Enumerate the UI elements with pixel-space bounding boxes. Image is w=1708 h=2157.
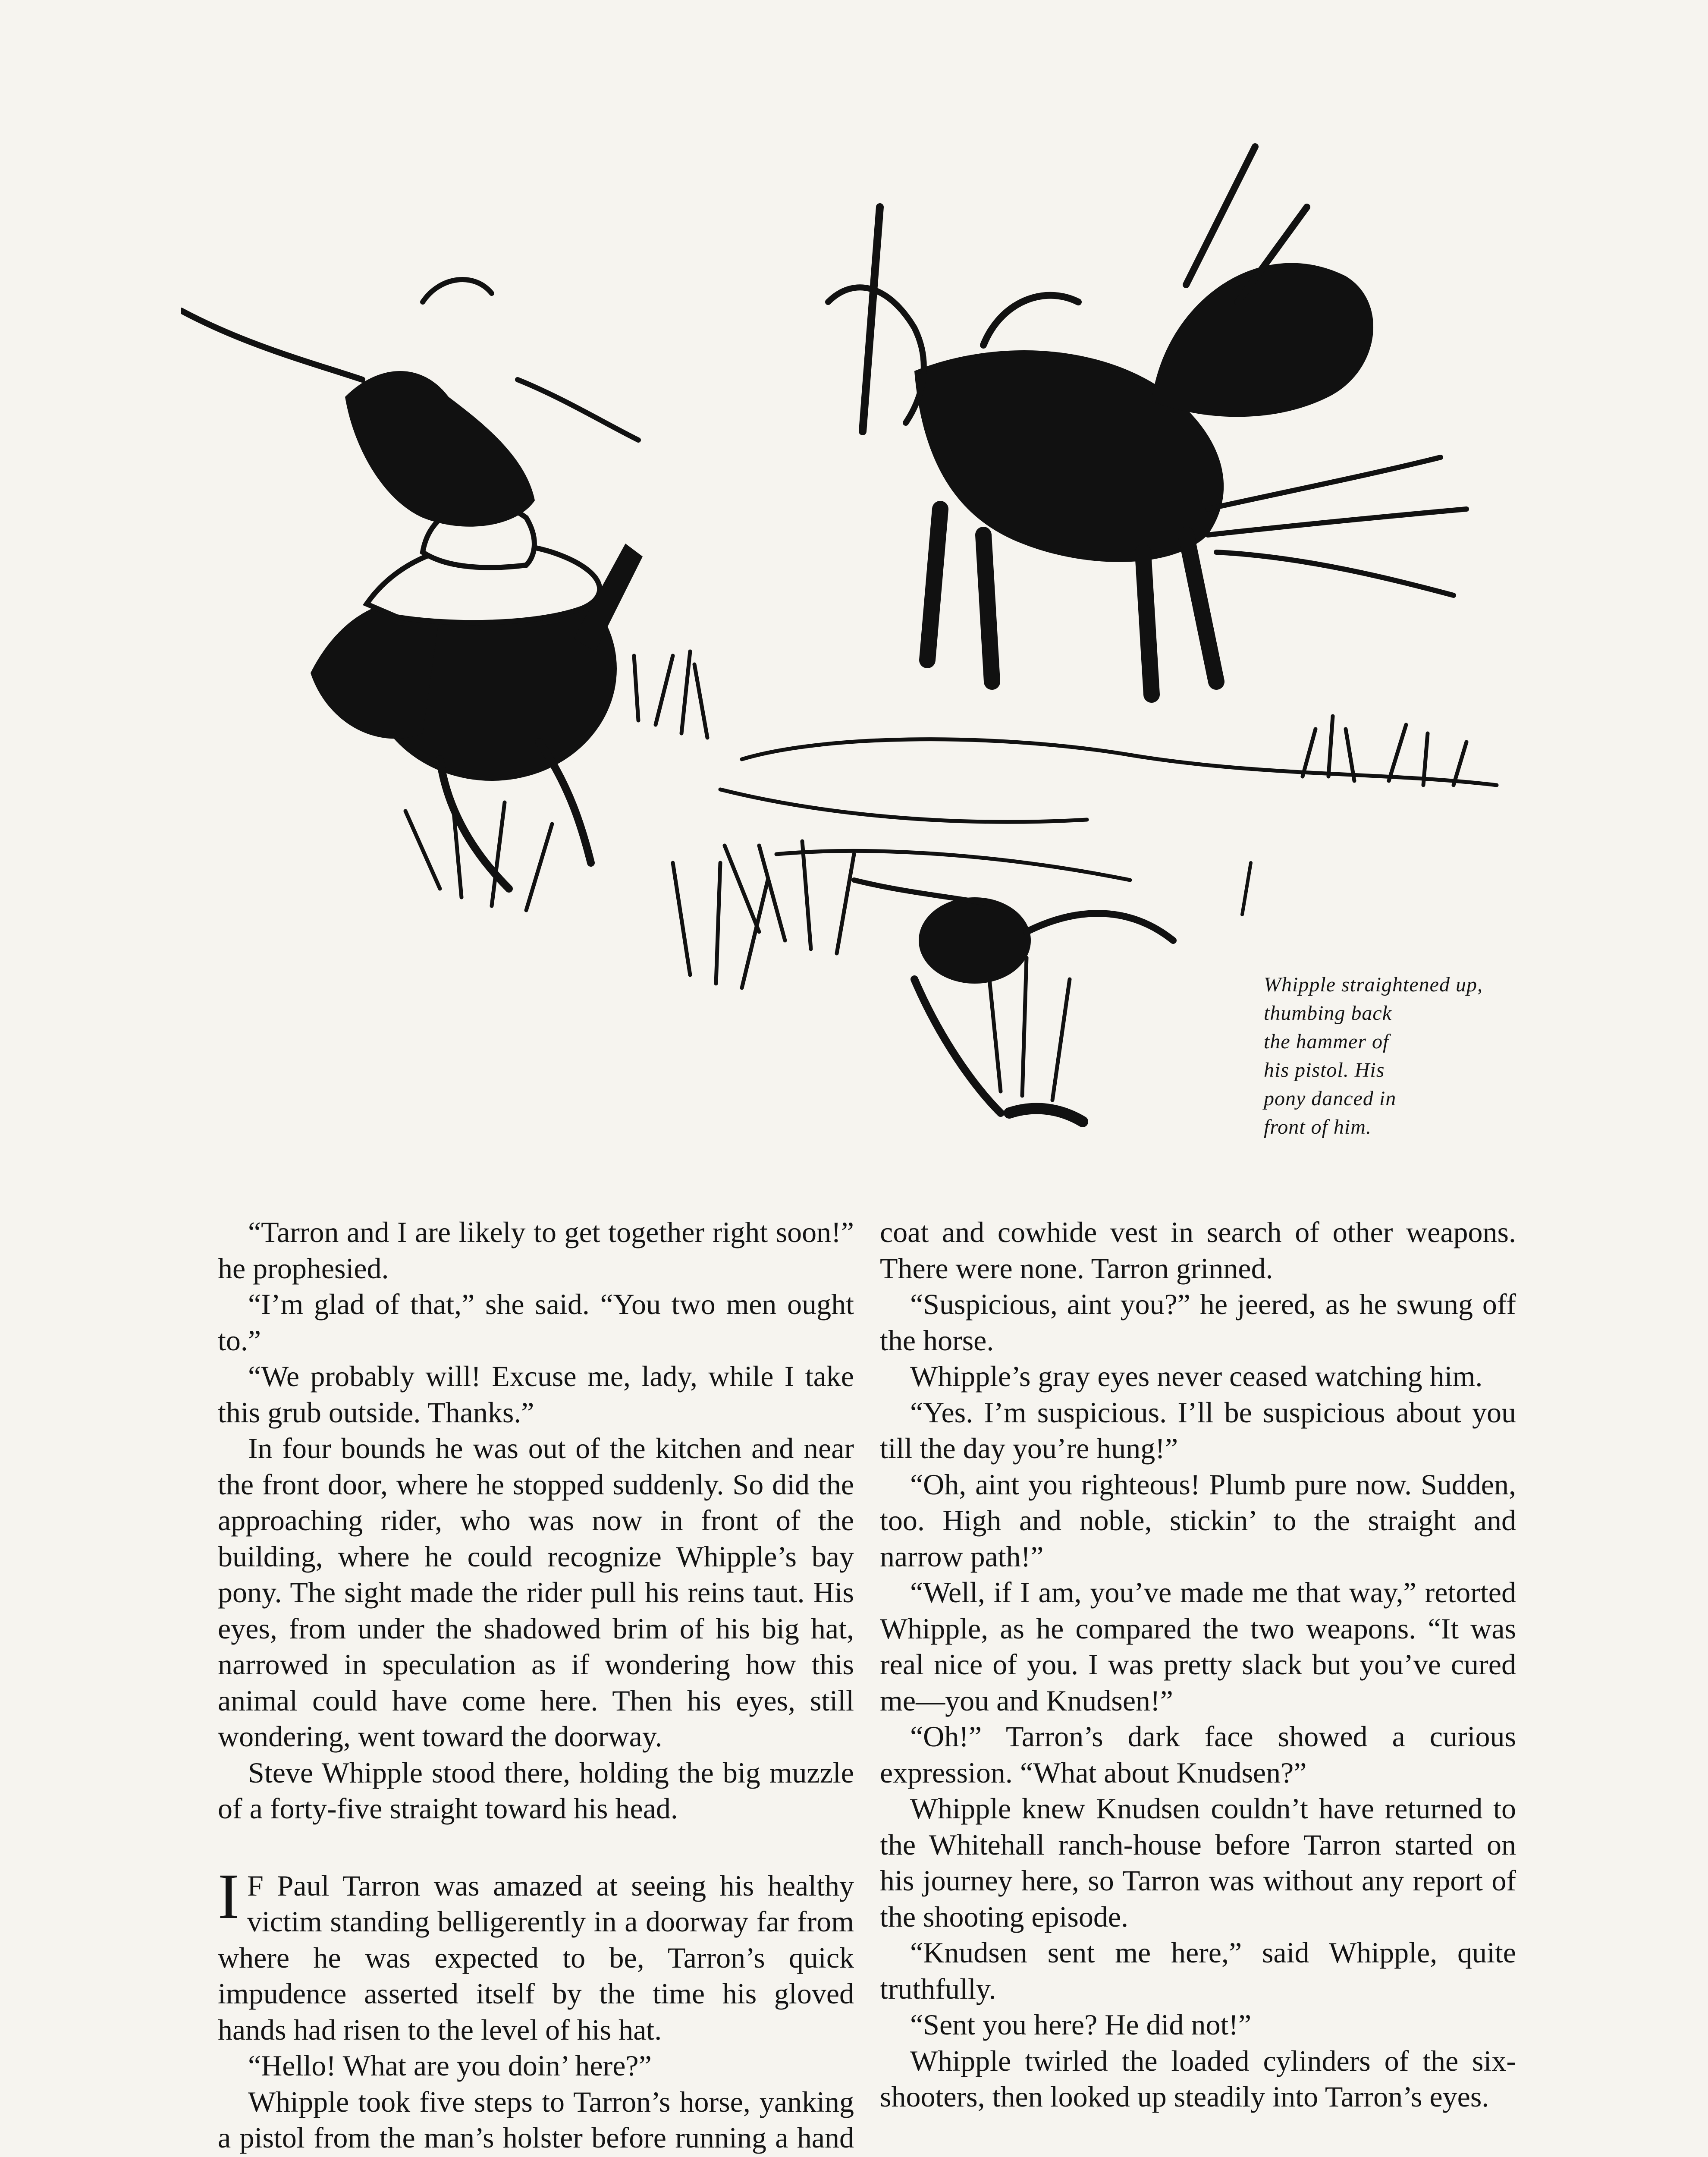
paragraph: “Tarron and I are likely to get together right soon!” he prophesied.: [218, 1216, 854, 1285]
paragraph: “Oh!” Tarron’s dark face showed a curious expression. “What about Knudsen?”: [880, 1720, 1516, 1789]
paragraph: “We probably will! Excuse me, lady, while I take this grub outside. Thanks.”: [218, 1360, 854, 1429]
paragraph-text: F Paul Tarron was amazed at seeing his healthy victim standing belligerently in a doorway far from where he was expected to be, Tarron’s quick impudence asserted itself by the time his gloved hands had risen to the level of his hat.: [218, 1869, 854, 2046]
paragraph: “Hello! What are you doin’ here?”: [248, 2049, 652, 2082]
paragraph: “Knudsen sent me here,” said Whipple, quite truthfully.: [880, 1936, 1516, 2005]
paragraph: coat and cowhide vest in search of other weapons. There were none. Tarron grinned.: [880, 1216, 1516, 1285]
paragraph: “Sent you here? He did not!”: [910, 2008, 1252, 2041]
background-rider-figure: [181, 280, 638, 527]
text-column-left: [218, 1214, 854, 2157]
caption-divider-mark: [1242, 863, 1251, 915]
section-opening-paragraph: [218, 1860, 854, 2048]
paragraph: Whipple’s gray eyes never ceased watching him.: [910, 1360, 1483, 1393]
paragraph: Whipple knew Knudsen couldn’t have returned to the Whitehall ranch-house before Tarron started on his journey here, so Tarron was without any report of the shooting episode.: [880, 1792, 1516, 1933]
drop-cap: I: [218, 1860, 239, 1932]
fallen-figure: [854, 880, 1173, 1122]
gunman-figure: [311, 503, 643, 889]
text-column-right: [880, 1214, 1516, 2115]
paragraph: “I’m glad of that,” she said. “You two men ought to.”: [218, 1288, 854, 1357]
paragraph: Whipple twirled the loaded cylinders of the six-shooters, then looked up steadily into Tarron’s eyes.: [880, 2044, 1516, 2113]
paragraph: In four bounds he was out of the kitchen and near the front door, where he stopped suddenly. So did the approaching rider, who was now in front of the building, where he could recognize Whipple’s bay pony. The sight made the rider pull his reins taut. His eyes, from under the shadowed brim of his big hat, narrowed in speculation as if wondering how this animal could have come here. Then his eyes, still wondering, went toward the doorway.: [218, 1432, 854, 1753]
horse-figure: [828, 147, 1466, 695]
paragraph: “Oh, aint you righteous! Plumb pure now. Sudden, too. High and noble, stickin’ to the straight and narrow path!”: [880, 1468, 1516, 1573]
paragraph: “Suspicious, aint you?” he jeered, as he swung off the horse.: [880, 1288, 1516, 1357]
paragraph: Steve Whipple stood there, holding the big muzzle of a forty-five straight toward his head.: [218, 1756, 854, 1825]
paragraph: “Yes. I’m suspicious. I’ll be suspicious about you till the day you’re hung!”: [880, 1396, 1516, 1465]
paragraph: Whipple took five steps to Tarron’s horse, yanking a pistol from the man’s holster before running a hand: [218, 2085, 854, 2154]
illustration-caption: Whipple straightened up, thumbing back the hammer of his pistol. His pony danced in front of him.: [1264, 973, 1483, 1138]
paragraph: “Well, if I am, you’ve made me that way,” retorted Whipple, as he compared the two weapons. “It was real nice of you. I was pretty slack but you’ve cured me—you and Knudsen!”: [880, 1576, 1516, 1717]
